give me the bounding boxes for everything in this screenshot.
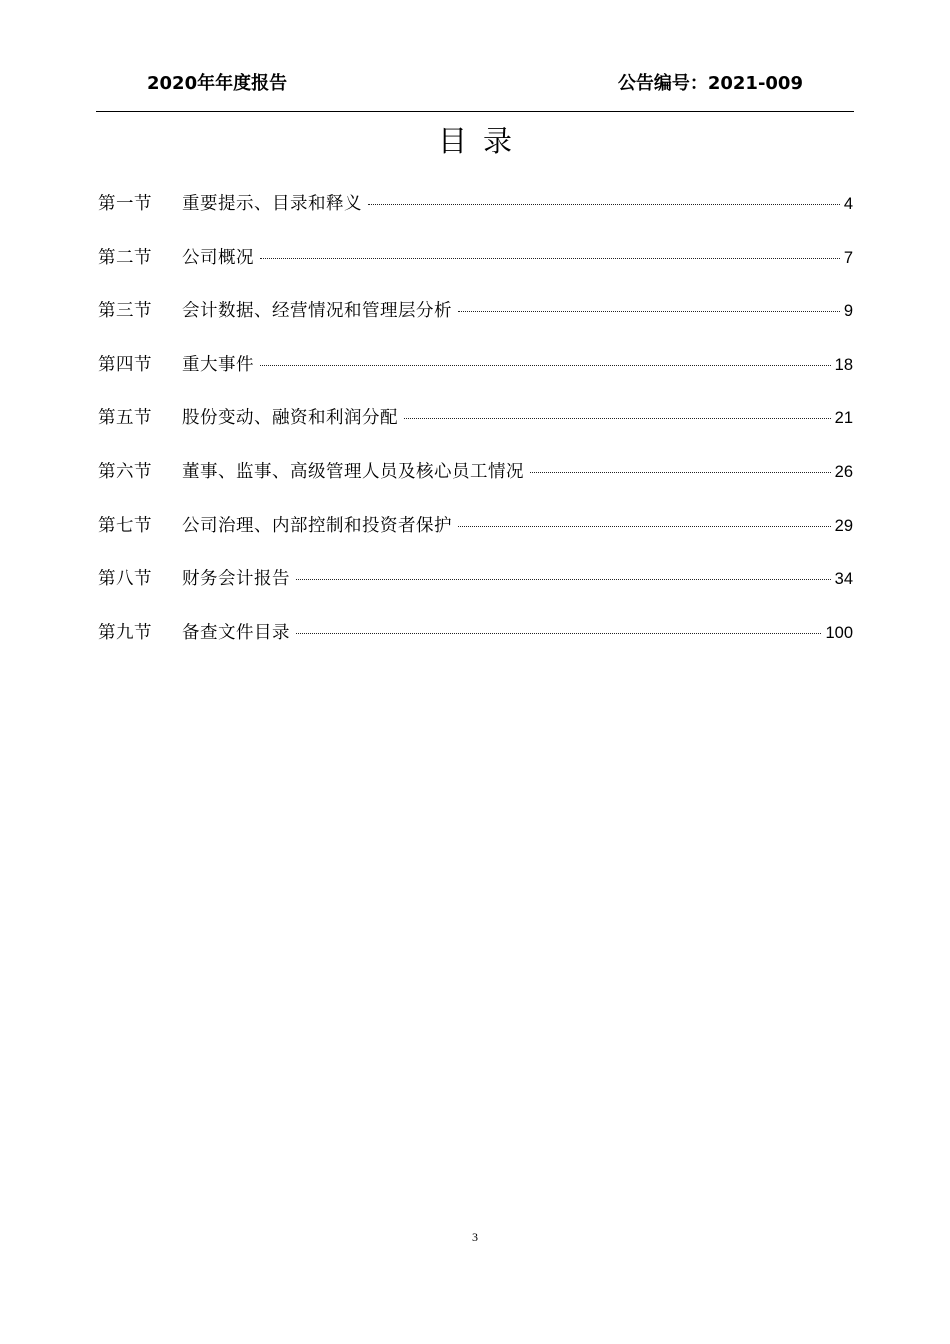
toc-entry-title: 重要提示、目录和释义 [182, 194, 362, 214]
toc-section-label: 第七节 [98, 515, 152, 536]
footer-page-number: 3 [472, 1230, 478, 1244]
toc-entry-title: 公司概况 [182, 247, 254, 268]
toc-page-number: 18 [834, 355, 853, 374]
toc-dot-leader [260, 258, 840, 259]
toc-page-number: 4 [843, 195, 853, 213]
toc-page-number: 7 [843, 248, 853, 267]
toc-entry[interactable] [98, 619, 853, 673]
toc-entry-title: 备查文件目录 [182, 622, 290, 643]
toc-dot-leader [404, 418, 831, 419]
toc-dot-leader [260, 365, 831, 366]
toc-entry[interactable] [98, 297, 853, 351]
header-divider [96, 111, 854, 112]
toc-entry-title: 董事、监事、高级管理人员及核心员工情况 [182, 461, 524, 482]
announcement-number: 公告编号：2021-009 [617, 73, 803, 94]
toc-section-label: 第五节 [98, 408, 152, 429]
toc-section-label: 第八节 [98, 569, 152, 590]
toc-entry-title: 财务会计报告 [182, 569, 290, 590]
toc-entry[interactable] [98, 458, 853, 512]
toc-section-label: 第二节 [98, 247, 152, 268]
toc-entry-title: 重大事件 [182, 354, 254, 375]
table-of-contents [98, 190, 853, 672]
toc-dot-leader [530, 472, 831, 473]
toc-entry[interactable] [98, 190, 853, 244]
toc-page-number: 21 [834, 409, 853, 428]
toc-entry[interactable] [98, 351, 853, 405]
toc-entry[interactable] [98, 512, 853, 566]
toc-entry[interactable] [98, 404, 853, 458]
toc-dot-leader [296, 633, 821, 634]
toc-dot-leader [296, 579, 831, 580]
toc-dot-leader [458, 526, 831, 527]
toc-page-number: 9 [843, 302, 853, 321]
toc-page-number: 26 [834, 462, 853, 481]
toc-section-label: 第六节 [98, 461, 152, 482]
toc-entry[interactable] [98, 244, 853, 298]
toc-section-label: 第四节 [98, 354, 152, 375]
toc-section-label: 第一节 [98, 194, 152, 214]
page-title: 目录 [437, 124, 528, 158]
toc-dot-leader [368, 204, 840, 205]
toc-dot-leader [458, 311, 840, 312]
toc-page-number: 34 [834, 570, 853, 589]
toc-entry-title: 会计数据、经营情况和管理层分析 [182, 301, 452, 322]
toc-entry[interactable] [98, 565, 853, 619]
toc-section-label: 第九节 [98, 622, 152, 643]
toc-page-number: 29 [834, 516, 853, 535]
toc-section-label: 第三节 [98, 301, 152, 322]
toc-page-number: 100 [825, 623, 853, 642]
report-header-title: 2020年年度报告 [147, 73, 288, 94]
toc-entry-title: 股份变动、融资和利润分配 [182, 408, 398, 429]
toc-entry-title: 公司治理、内部控制和投资者保护 [182, 515, 452, 536]
